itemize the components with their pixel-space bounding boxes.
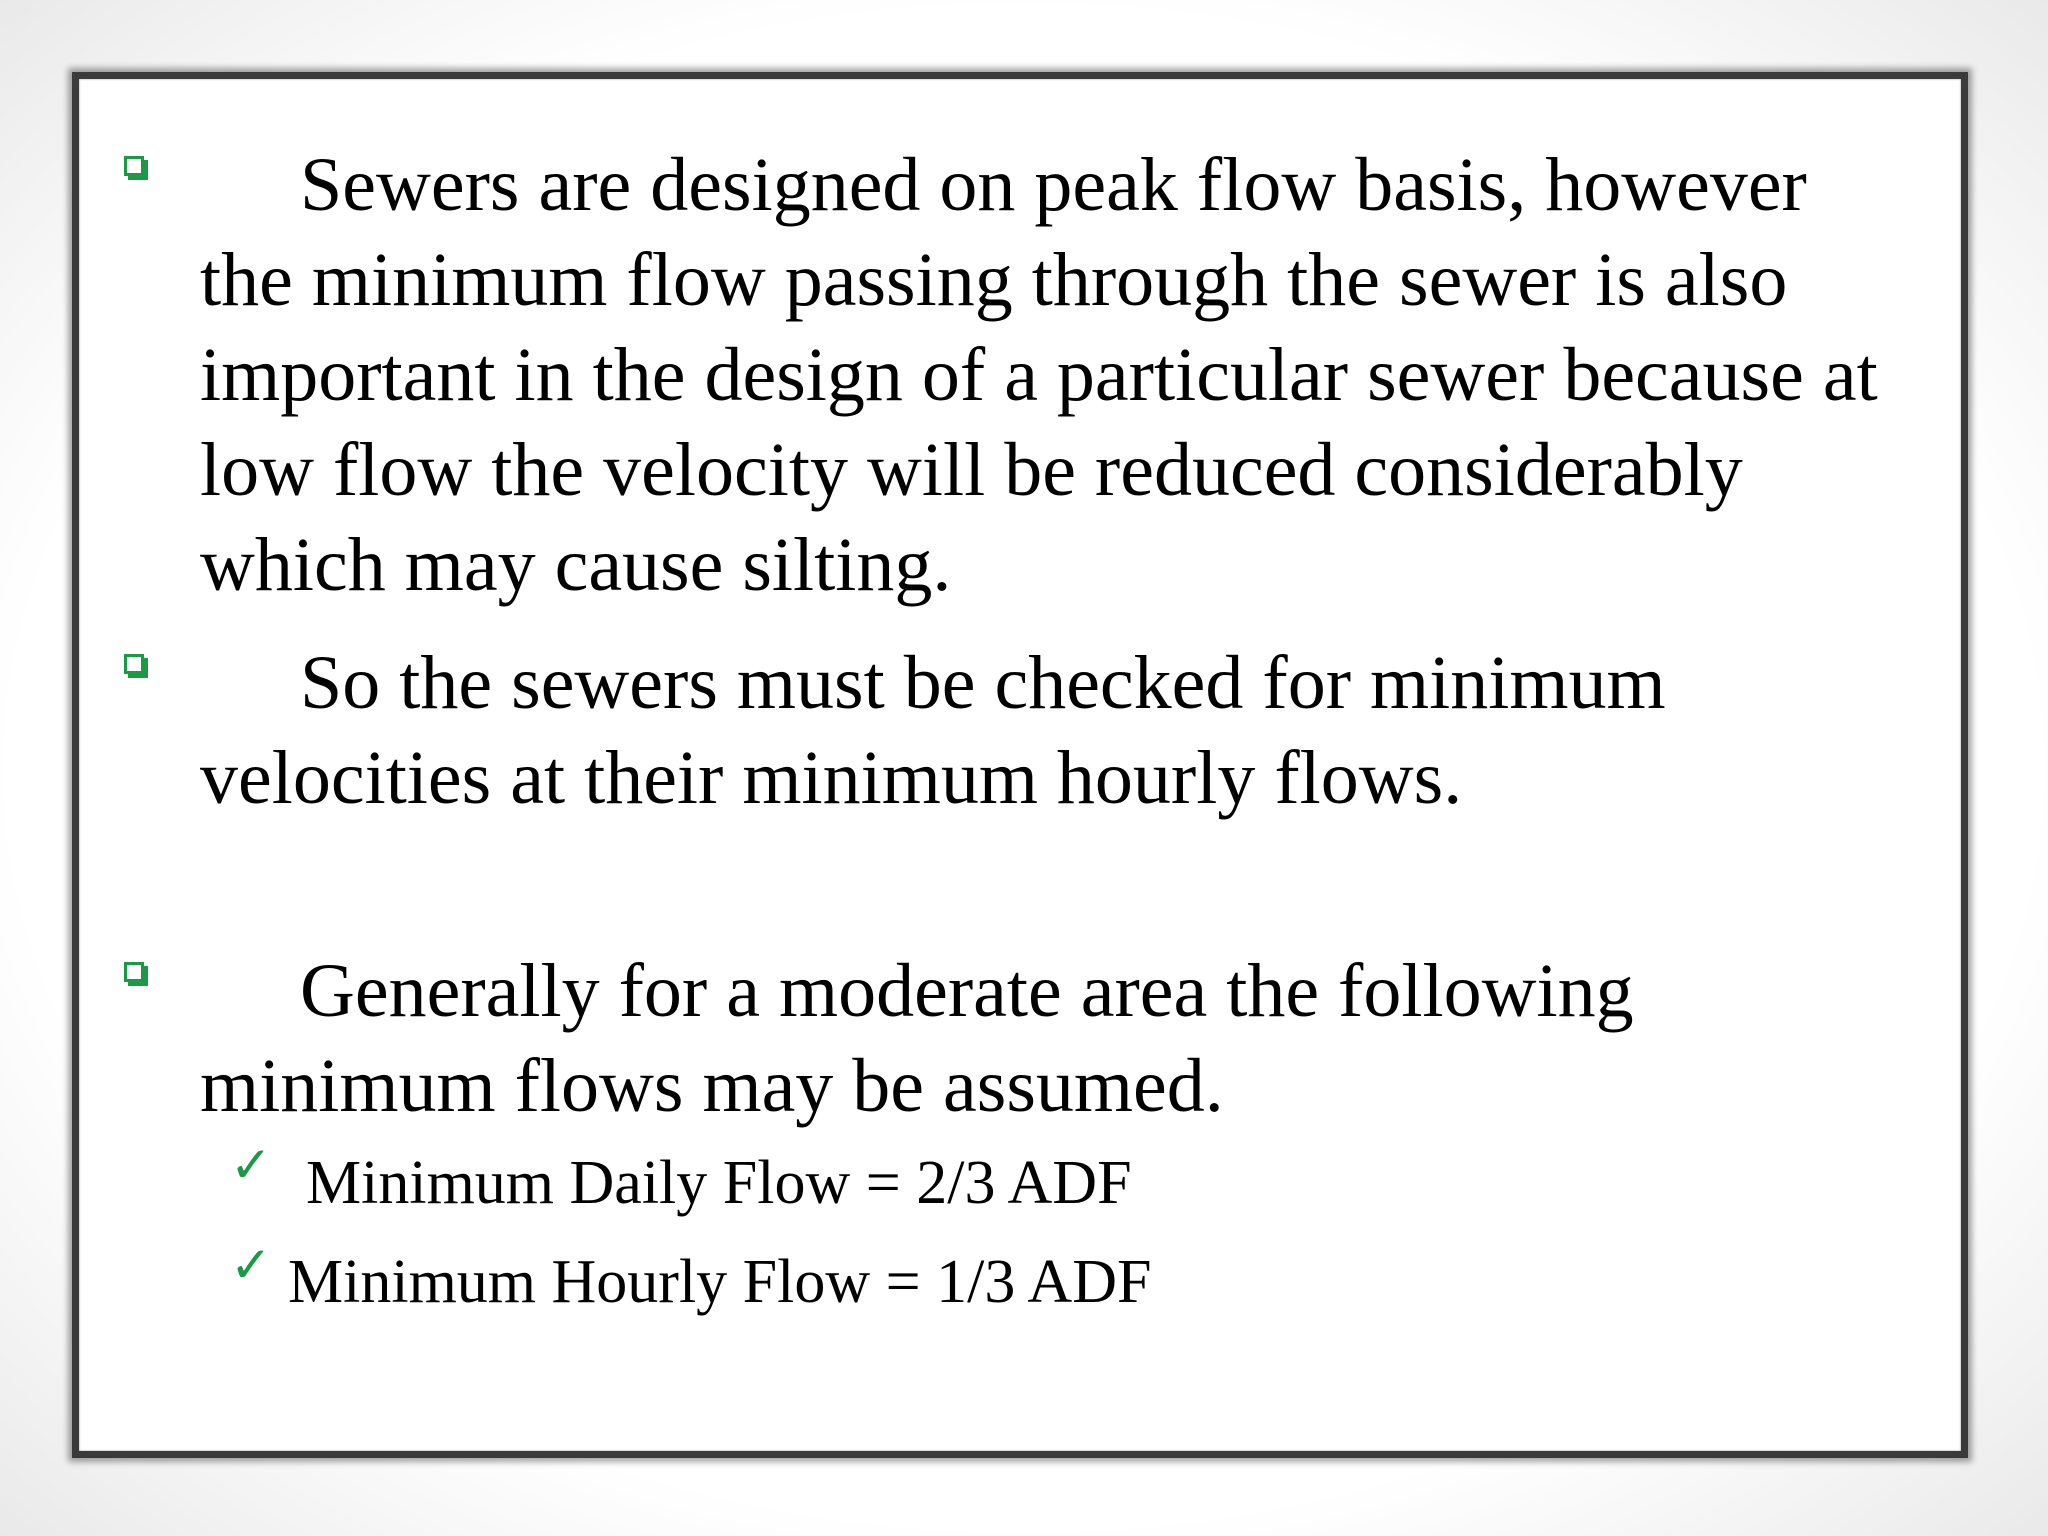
square-bullet-icon	[124, 156, 144, 176]
checkmark-icon: ✓	[230, 1236, 272, 1294]
square-bullet-icon	[124, 654, 144, 674]
bullet-text-2: So the sewers must be checked for minimum velocities at their minimum hourly flows.	[200, 641, 1666, 820]
bullet-item-3	[124, 944, 1884, 1144]
bullet-text-3: Generally for a moderate area the following minimum flows may be assumed.	[200, 949, 1634, 1128]
square-bullet-icon	[124, 962, 144, 982]
bullet-item-1	[124, 138, 1884, 618]
sub-item-min-daily-flow: Minimum Daily Flow = 2/3 ADF	[306, 1149, 1132, 1217]
bullet-text-1: Sewers are designed on peak flow basis, however the minimum flow passing through the sewer is also important in the design of a particular sewer because at low flow the velocity will be reduced considerably which may cause silting.	[200, 143, 1878, 607]
sub-item-min-hourly-flow: Minimum Hourly Flow = 1/3 ADF	[288, 1248, 1152, 1316]
bullet-item-2	[124, 636, 1884, 926]
checkmark-icon: ✓	[230, 1136, 272, 1194]
